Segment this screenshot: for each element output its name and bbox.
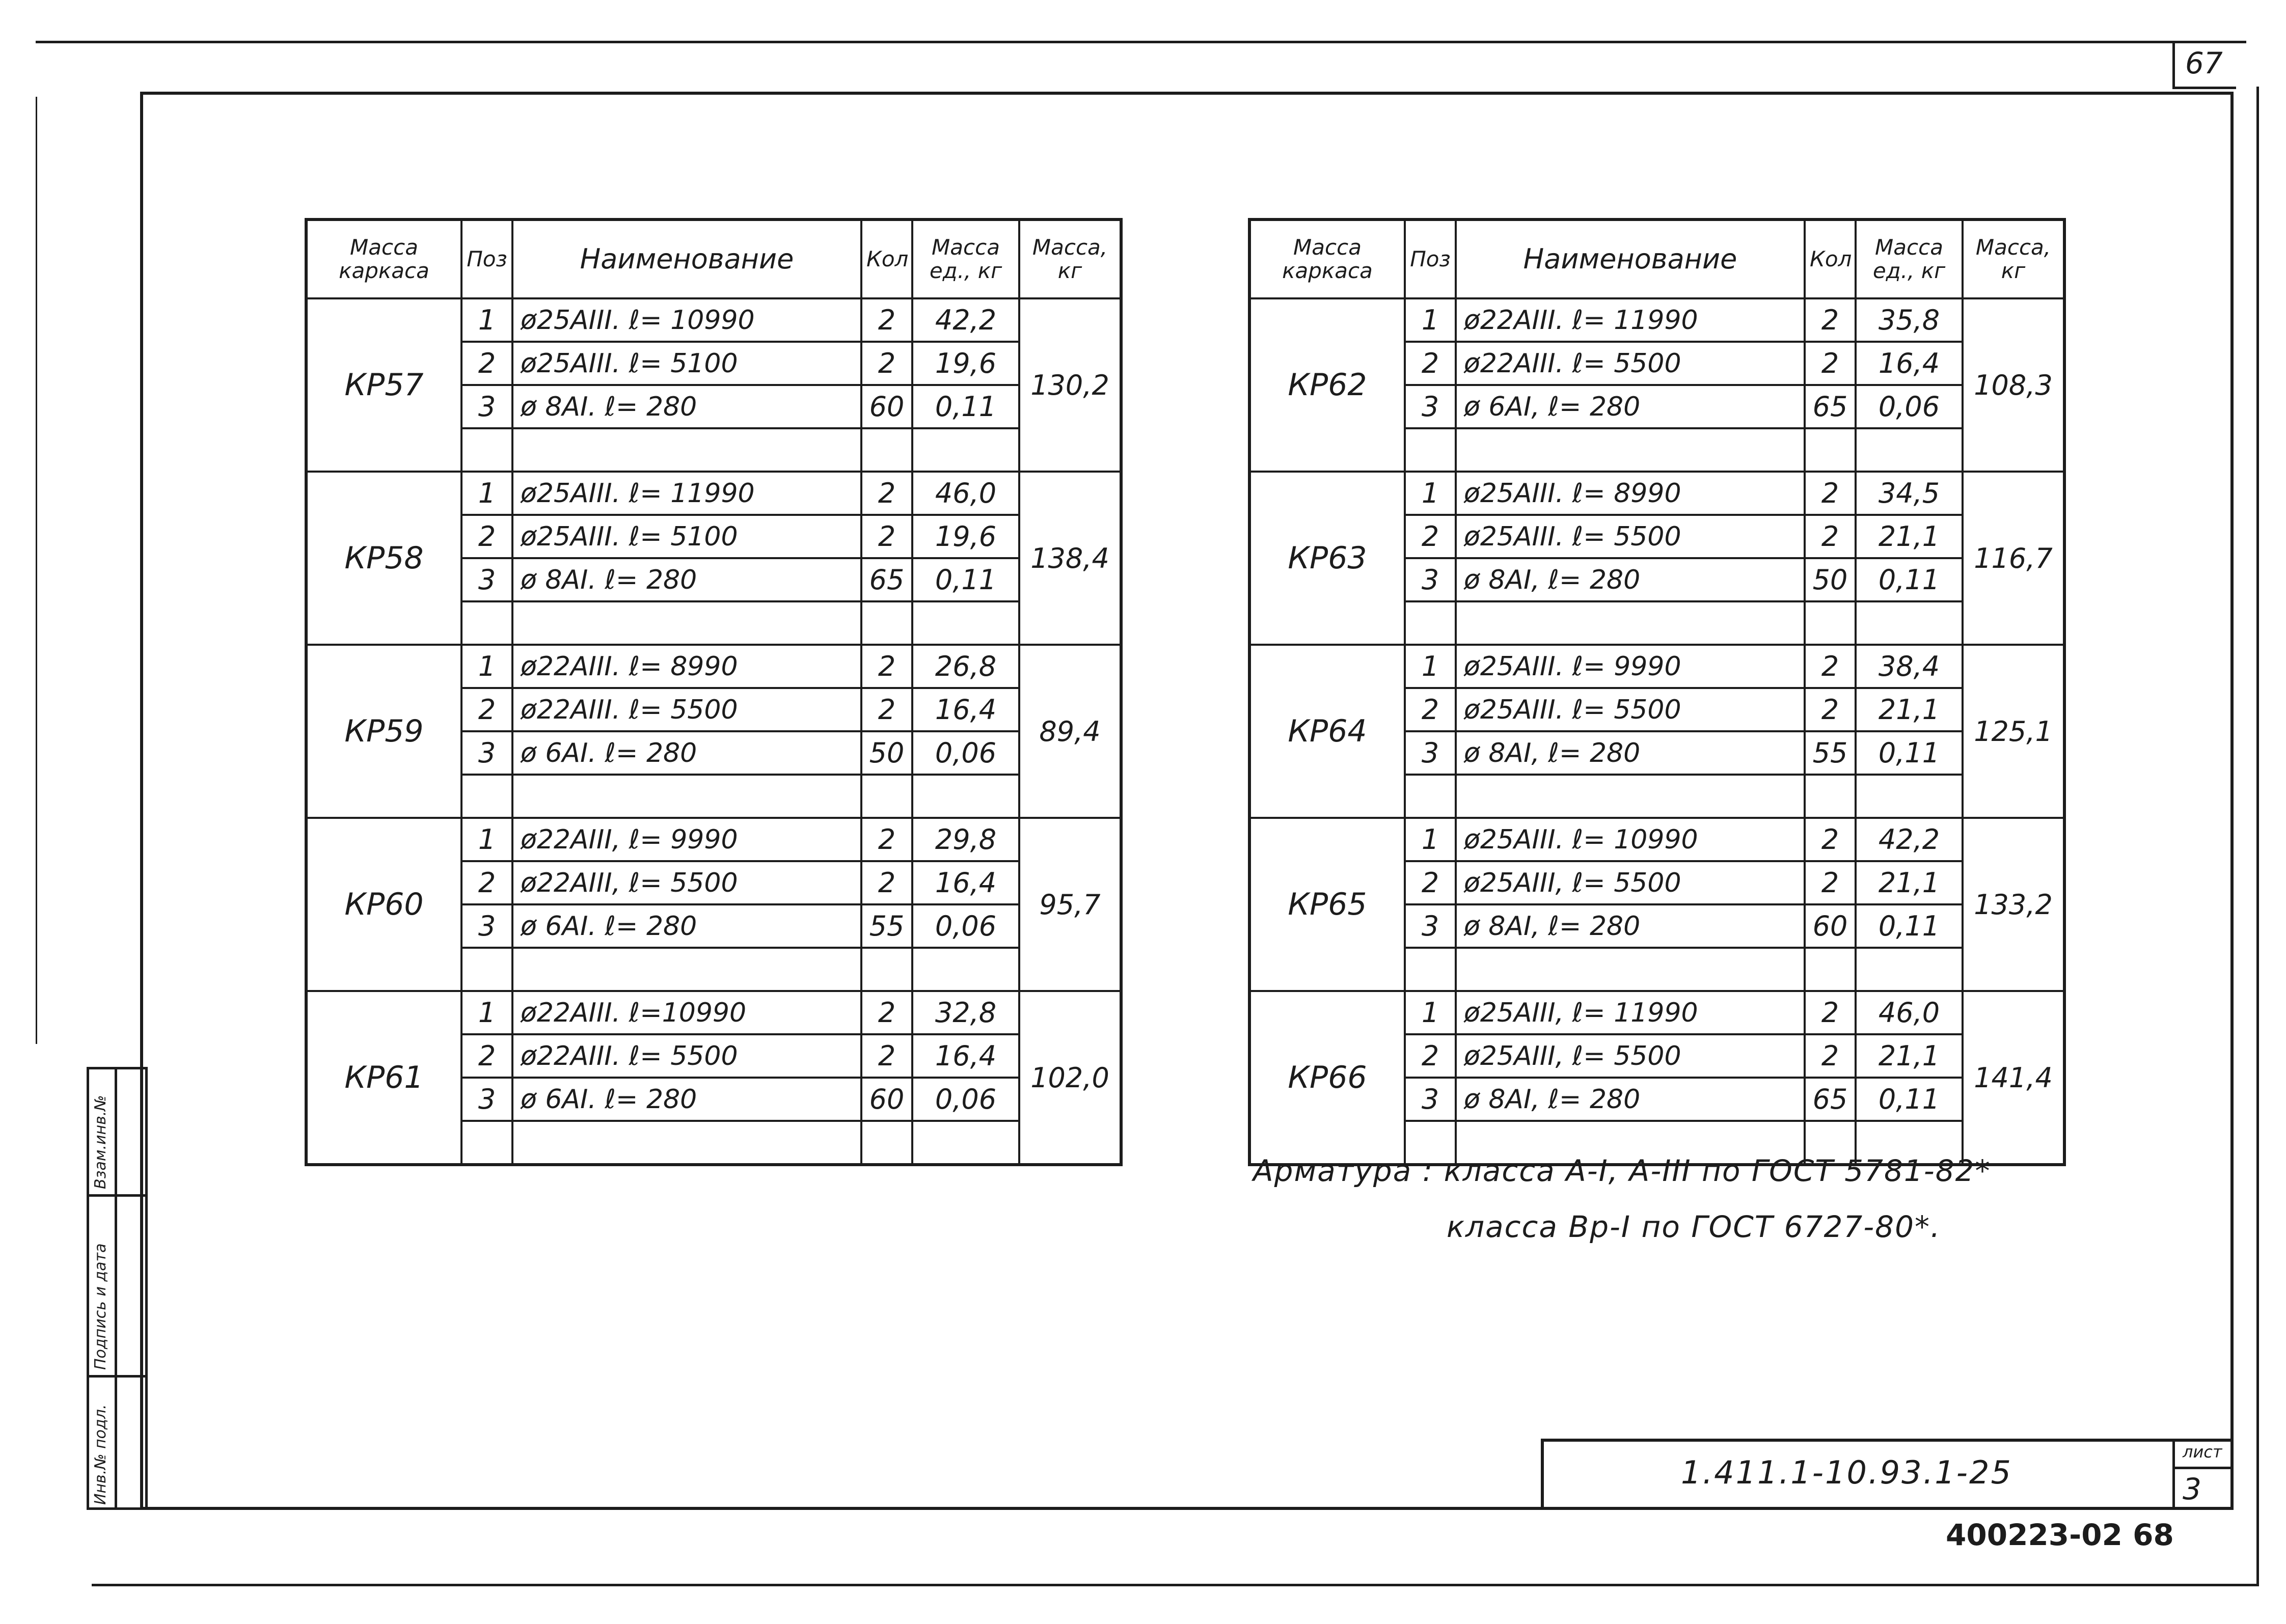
table-row xyxy=(306,818,1121,861)
name-cell: ø 8АI. ℓ= 280 xyxy=(512,385,861,428)
qty-cell: 2 xyxy=(861,861,912,904)
frame-mark: КР59 xyxy=(306,645,461,818)
qty-cell: 65 xyxy=(861,558,912,601)
name-cell: ø22АIII, ℓ= 9990 xyxy=(512,818,861,861)
col-header-pos: Поз xyxy=(461,219,512,298)
table-row xyxy=(1249,991,2064,1034)
pos-cell: 3 xyxy=(461,731,512,775)
name-cell: ø 8АI, ℓ= 280 xyxy=(1456,731,1805,775)
pos-cell: 2 xyxy=(461,342,512,385)
top-border-line xyxy=(36,41,2246,43)
unit-mass-cell: 26,8 xyxy=(912,645,1019,688)
col-header-mass: Масса, кг xyxy=(1963,219,2064,298)
sheet-number: 3 xyxy=(2183,1472,2201,1506)
note-line-1: Арматура : класса А-I, А-III по ГОСТ 5781-82* xyxy=(1253,1153,1991,1188)
unit-mass-cell: 0,11 xyxy=(1856,558,1963,601)
total-mass-cell: 108,3 xyxy=(1963,298,2064,472)
name-cell: ø22АIII. ℓ=10990 xyxy=(512,991,861,1034)
name-cell: ø25АIII. ℓ= 5100 xyxy=(512,342,861,385)
name-cell: ø25АIII, ℓ= 5500 xyxy=(1456,861,1805,904)
total-mass-cell: 125,1 xyxy=(1963,645,2064,818)
unit-mass-cell: 21,1 xyxy=(1856,515,1963,558)
qty-cell: 60 xyxy=(861,385,912,428)
pos-cell: 2 xyxy=(461,861,512,904)
unit-mass-cell: 21,1 xyxy=(1856,861,1963,904)
name-cell: ø 6АI. ℓ= 280 xyxy=(512,904,861,948)
side-label-inventory: Инв.№ подл. xyxy=(92,1404,110,1505)
col-header-pos: Поз xyxy=(1405,219,1456,298)
qty-cell: 2 xyxy=(861,472,912,515)
qty-cell: 55 xyxy=(1805,731,1856,775)
name-cell: ø 6АI. ℓ= 280 xyxy=(512,1078,861,1121)
side-label-replacement: Взам.инв.№ xyxy=(92,1095,110,1189)
col-header-unit-mass: Масса ед., кг xyxy=(1856,219,1963,298)
qty-cell: 2 xyxy=(861,515,912,558)
name-cell: ø22АIII. ℓ= 8990 xyxy=(512,645,861,688)
qty-cell: 65 xyxy=(1805,1078,1856,1121)
pos-cell: 1 xyxy=(1405,818,1456,861)
pos-cell: 1 xyxy=(461,298,512,342)
frame-mark: КР66 xyxy=(1249,991,1405,1165)
unit-mass-cell: 16,4 xyxy=(1856,342,1963,385)
name-cell: ø25АIII, ℓ= 5500 xyxy=(1456,1034,1805,1078)
header-row xyxy=(306,219,1121,298)
total-mass-cell: 102,0 xyxy=(1019,991,1121,1165)
unit-mass-cell: 0,06 xyxy=(1856,385,1963,428)
frame-mark: КР63 xyxy=(1249,472,1405,645)
col-header-qty: Кол xyxy=(1805,219,1856,298)
qty-cell: 50 xyxy=(1805,558,1856,601)
frame-mark: КР58 xyxy=(306,472,461,645)
pos-cell: 3 xyxy=(1405,385,1456,428)
name-cell: ø25АIII. ℓ= 5500 xyxy=(1456,688,1805,731)
table-row xyxy=(306,472,1121,515)
unit-mass-cell: 0,06 xyxy=(912,731,1019,775)
unit-mass-cell: 16,4 xyxy=(912,688,1019,731)
unit-mass-cell: 0,11 xyxy=(1856,904,1963,948)
qty-cell: 2 xyxy=(1805,298,1856,342)
name-cell: ø25АIII. ℓ= 5500 xyxy=(1456,515,1805,558)
frame-mark: КР65 xyxy=(1249,818,1405,991)
name-cell: ø25АIII. ℓ= 5100 xyxy=(512,515,861,558)
pos-cell: 1 xyxy=(461,472,512,515)
page-number: 67 xyxy=(2185,46,2223,80)
frame-mark: КР57 xyxy=(306,298,461,472)
col-header-mass-frame: Масса каркаса xyxy=(1249,219,1405,298)
total-mass-cell: 89,4 xyxy=(1019,645,1121,818)
qty-cell: 2 xyxy=(1805,342,1856,385)
name-cell: ø25АIII, ℓ= 11990 xyxy=(1456,991,1805,1034)
pos-cell: 2 xyxy=(1405,861,1456,904)
right-spec-table xyxy=(1248,218,2066,1166)
name-cell: ø 8АI, ℓ= 280 xyxy=(1456,1078,1805,1121)
qty-cell: 2 xyxy=(861,298,912,342)
pos-cell: 1 xyxy=(1405,472,1456,515)
frame-mark: КР61 xyxy=(306,991,461,1165)
name-cell: ø25АIII. ℓ= 10990 xyxy=(512,298,861,342)
side-stamp-divider xyxy=(115,1067,117,1510)
pos-cell: 2 xyxy=(461,515,512,558)
unit-mass-cell: 16,4 xyxy=(912,1034,1019,1078)
name-cell: ø22АIII. ℓ= 5500 xyxy=(512,1034,861,1078)
qty-cell: 2 xyxy=(861,645,912,688)
qty-cell: 50 xyxy=(861,731,912,775)
qty-cell: 2 xyxy=(861,1034,912,1078)
pos-cell: 3 xyxy=(461,385,512,428)
qty-cell: 2 xyxy=(861,342,912,385)
pos-cell: 1 xyxy=(461,991,512,1034)
unit-mass-cell: 21,1 xyxy=(1856,1034,1963,1078)
right-outer-line xyxy=(2256,87,2259,1584)
table-row xyxy=(306,645,1121,688)
qty-cell: 2 xyxy=(1805,1034,1856,1078)
qty-cell: 2 xyxy=(861,688,912,731)
pos-cell: 2 xyxy=(1405,342,1456,385)
header-row xyxy=(1249,219,2064,298)
pos-cell: 3 xyxy=(461,558,512,601)
pos-cell: 2 xyxy=(1405,1034,1456,1078)
qty-cell: 2 xyxy=(861,818,912,861)
pos-cell: 1 xyxy=(461,645,512,688)
sheet-label: лист xyxy=(2183,1442,2222,1462)
qty-cell: 2 xyxy=(1805,645,1856,688)
pos-cell: 3 xyxy=(461,904,512,948)
col-header-name: Наименование xyxy=(512,219,861,298)
table-row xyxy=(306,991,1121,1034)
frame-mark: КР62 xyxy=(1249,298,1405,472)
total-mass-cell: 141,4 xyxy=(1963,991,2064,1165)
name-cell: ø25АIII. ℓ= 10990 xyxy=(1456,818,1805,861)
total-mass-cell: 95,7 xyxy=(1019,818,1121,991)
qty-cell: 2 xyxy=(1805,688,1856,731)
col-header-qty: Кол xyxy=(861,219,912,298)
table-row xyxy=(1249,472,2064,515)
col-header-mass-frame: Масса каркаса xyxy=(306,219,461,298)
name-cell: ø 8АI. ℓ= 280 xyxy=(512,558,861,601)
frame-mark: КР60 xyxy=(306,818,461,991)
name-cell: ø 8АI, ℓ= 280 xyxy=(1456,558,1805,601)
name-cell: ø22АIII. ℓ= 11990 xyxy=(1456,298,1805,342)
bottom-outer-line xyxy=(92,1584,2259,1586)
unit-mass-cell: 42,2 xyxy=(912,298,1019,342)
total-mass-cell: 116,7 xyxy=(1963,472,2064,645)
pos-cell: 2 xyxy=(461,688,512,731)
qty-cell: 2 xyxy=(1805,472,1856,515)
document-code: 1.411.1-10.93.1-25 xyxy=(1681,1454,2012,1491)
unit-mass-cell: 34,5 xyxy=(1856,472,1963,515)
pos-cell: 1 xyxy=(461,818,512,861)
frame-mark: КР64 xyxy=(1249,645,1405,818)
name-cell: ø25АIII. ℓ= 8990 xyxy=(1456,472,1805,515)
unit-mass-cell: 29,8 xyxy=(912,818,1019,861)
unit-mass-cell: 16,4 xyxy=(912,861,1019,904)
name-cell: ø 6АI, ℓ= 280 xyxy=(1456,385,1805,428)
qty-cell: 2 xyxy=(1805,515,1856,558)
pos-cell: 2 xyxy=(1405,515,1456,558)
pos-cell: 3 xyxy=(461,1078,512,1121)
total-mass-cell: 138,4 xyxy=(1019,472,1121,645)
qty-cell: 60 xyxy=(861,1078,912,1121)
unit-mass-cell: 19,6 xyxy=(912,342,1019,385)
qty-cell: 2 xyxy=(1805,991,1856,1034)
left-margin-line xyxy=(36,97,37,1044)
pos-cell: 2 xyxy=(461,1034,512,1078)
unit-mass-cell: 19,6 xyxy=(912,515,1019,558)
qty-cell: 2 xyxy=(1805,861,1856,904)
name-cell: ø22АIII. ℓ= 5500 xyxy=(512,688,861,731)
total-mass-cell: 133,2 xyxy=(1963,818,2064,991)
note-line-2: класса Вр-I по ГОСТ 6727-80*. xyxy=(1447,1209,1941,1244)
side-label-signature: Подпись и дата xyxy=(92,1243,110,1370)
total-mass-cell: 130,2 xyxy=(1019,298,1121,472)
unit-mass-cell: 0,11 xyxy=(1856,731,1963,775)
unit-mass-cell: 46,0 xyxy=(1856,991,1963,1034)
pos-cell: 3 xyxy=(1405,904,1456,948)
unit-mass-cell: 32,8 xyxy=(912,991,1019,1034)
unit-mass-cell: 0,11 xyxy=(912,385,1019,428)
unit-mass-cell: 46,0 xyxy=(912,472,1019,515)
name-cell: ø22АIII. ℓ= 5500 xyxy=(1456,342,1805,385)
pos-cell: 1 xyxy=(1405,298,1456,342)
unit-mass-cell: 0,11 xyxy=(912,558,1019,601)
table-row xyxy=(306,298,1121,342)
left-spec-table xyxy=(305,218,1123,1166)
col-header-unit-mass: Масса ед., кг xyxy=(912,219,1019,298)
name-cell: ø25АIII. ℓ= 9990 xyxy=(1456,645,1805,688)
qty-cell: 2 xyxy=(1805,818,1856,861)
pos-cell: 1 xyxy=(1405,991,1456,1034)
qty-cell: 65 xyxy=(1805,385,1856,428)
pos-cell: 1 xyxy=(1405,645,1456,688)
qty-cell: 2 xyxy=(861,991,912,1034)
qty-cell: 55 xyxy=(861,904,912,948)
name-cell: ø 8АI, ℓ= 280 xyxy=(1456,904,1805,948)
pos-cell: 3 xyxy=(1405,731,1456,775)
name-cell: ø25АIII. ℓ= 11990 xyxy=(512,472,861,515)
unit-mass-cell: 42,2 xyxy=(1856,818,1963,861)
name-cell: ø22АIII, ℓ= 5500 xyxy=(512,861,861,904)
unit-mass-cell: 21,1 xyxy=(1856,688,1963,731)
qty-cell: 60 xyxy=(1805,904,1856,948)
col-header-name: Наименование xyxy=(1456,219,1805,298)
unit-mass-cell: 38,4 xyxy=(1856,645,1963,688)
table-row xyxy=(1249,818,2064,861)
pos-cell: 3 xyxy=(1405,558,1456,601)
table-row xyxy=(1249,645,2064,688)
unit-mass-cell: 0,06 xyxy=(912,904,1019,948)
side-stamp-row-line xyxy=(87,1375,148,1378)
archive-number: 400223-02 68 xyxy=(1946,1518,2174,1552)
sheet-box-divider xyxy=(2172,1467,2234,1469)
unit-mass-cell: 0,11 xyxy=(1856,1078,1963,1121)
unit-mass-cell: 0,06 xyxy=(912,1078,1019,1121)
unit-mass-cell: 35,8 xyxy=(1856,298,1963,342)
pos-cell: 3 xyxy=(1405,1078,1456,1121)
name-cell: ø 6АI. ℓ= 280 xyxy=(512,731,861,775)
pos-cell: 2 xyxy=(1405,688,1456,731)
table-row xyxy=(1249,298,2064,342)
col-header-mass: Масса, кг xyxy=(1019,219,1121,298)
side-stamp-row-line xyxy=(87,1194,148,1197)
